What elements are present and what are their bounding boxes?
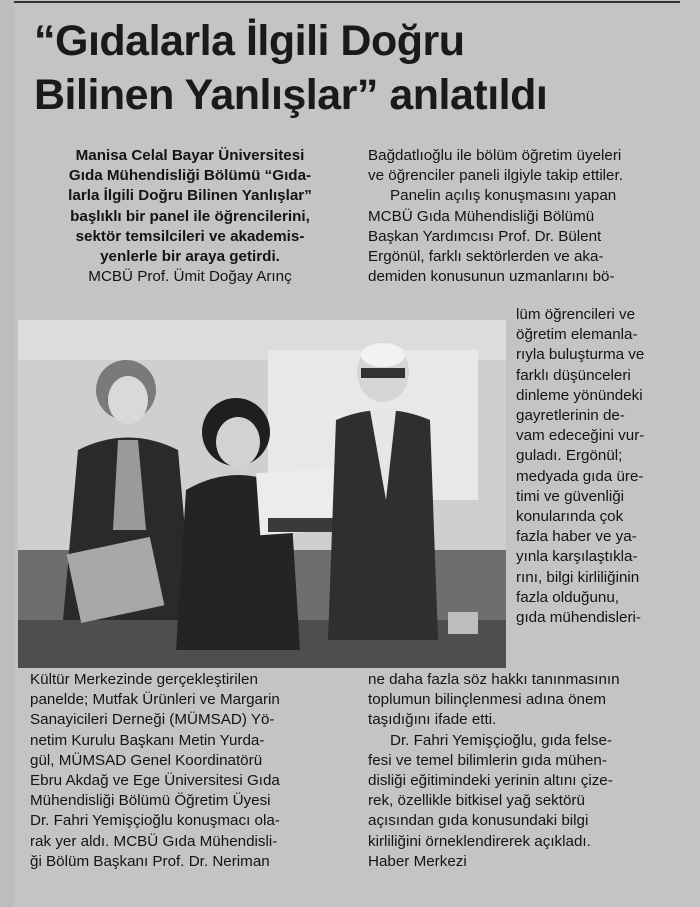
bottom-left-column: [30, 670, 360, 872]
body-line: farklı düşünceleri: [516, 366, 631, 384]
body-line: Dr. Fahri Yemişçioğlu, gıda felse-: [390, 731, 613, 749]
body-line: dinleme yönündeki: [516, 386, 643, 404]
body-line: toplumun bilinçlenmesi adına önem: [368, 691, 607, 709]
narrow-column: [516, 305, 686, 628]
body-line: kirliliğini örneklendirerek açıkladı.: [368, 832, 591, 850]
right-column-top: [368, 146, 678, 287]
body-line: guladı. Ergönül;: [516, 447, 623, 465]
lead-line: sektör temsilcileri ve akademis-: [75, 227, 305, 245]
body-line: MCBÜ Gıda Mühendisliği Bölümü: [368, 207, 595, 225]
body-line: gayretlerinin de-: [516, 407, 625, 425]
body-line: öğretim elemanla-: [516, 326, 638, 344]
body-line: gül, MÜMSAD Genel Koordinatörü: [30, 751, 263, 769]
body-line: rını, bilgi kirliliğinin: [516, 568, 640, 586]
body-line: timi ve güvenliği: [516, 487, 625, 505]
byline: MCBÜ Prof. Ümit Doğay Arınç: [88, 268, 292, 286]
body-line: lüm öğrencileri ve: [516, 306, 636, 323]
body-line: Panelin açılış konuşmasını yapan: [390, 187, 617, 205]
body-line: rek, özellikle bitkisel yağ sektörü: [368, 792, 585, 810]
body-line: taşıdığını ifade etti.: [368, 711, 497, 729]
photo-illustration: [18, 320, 506, 668]
body-line: konularında çok: [516, 508, 624, 526]
body-line: Ebru Akdağ ve Ege Üniversitesi Gıda: [30, 772, 280, 790]
body-line: Kültür Merkezinde gerçekleştirilen: [30, 671, 258, 688]
body-line: fazla haber ve ya-: [516, 528, 637, 546]
lead-paragraph: [30, 146, 350, 287]
body-line: demiden konusunun uzmanlarını bö-: [368, 268, 615, 286]
headline: [34, 14, 684, 122]
body-line: ve öğrenciler paneli ilgiyle takip ettiler.: [368, 167, 623, 185]
body-line: panelde; Mutfak Ürünleri ve Margarin: [30, 691, 280, 709]
body-line: medyada gıda üre-: [516, 467, 644, 485]
lead-line: Manisa Celal Bayar Üniversitesi: [75, 147, 305, 164]
body-line: Bağdatlıoğlu ile bölüm öğretim üyeleri: [368, 147, 622, 164]
body-line: Sanayicileri Derneği (MÜMSAD) Yö-: [30, 711, 275, 729]
body-line: disliği eğitimindeki yerinin altını çize-: [368, 772, 613, 790]
body-line: rıyla buluşturma ve: [516, 346, 645, 364]
body-line: Başkan Yardımcısı Prof. Dr. Bülent: [368, 227, 602, 245]
lead-line: başlıklı bir panel ile öğrencilerini,: [70, 207, 310, 225]
body-line: netim Kurulu Başkanı Metin Yurda-: [30, 731, 265, 749]
body-line: açısından gıda konusundaki bilgi: [368, 812, 589, 830]
top-rule: [14, 1, 680, 3]
body-line: ne daha fazla söz hakkı tanınmasının: [368, 671, 620, 688]
lead-line: yenlerle bir araya getirdi.: [100, 248, 280, 266]
bottom-right-column: [368, 670, 688, 872]
body-line: ği Bölüm Başkanı Prof. Dr. Neriman: [30, 852, 270, 870]
headline-line-2: Bilinen Yanlışlar” anlatıldı: [34, 71, 548, 119]
body-line: gıda mühendisleri-: [516, 609, 641, 627]
lead-line: larla İlgili Doğru Bilinen Yanlışlar”: [68, 187, 312, 205]
body-line: rak yer aldı. MCBÜ Gıda Mühendisli-: [30, 832, 278, 850]
panel-photo: [18, 320, 506, 668]
body-line: Ergönül, farklı sektörlerden ve aka-: [368, 248, 604, 266]
body-line: Mühendisliği Bölümü Öğretim Üyesi: [30, 792, 271, 810]
body-line: fazla olduğunu,: [516, 588, 620, 606]
author-credit: Haber Merkezi: [368, 852, 467, 870]
body-line: yınla karşılaştıkla-: [516, 548, 638, 566]
lead-line: Gıda Mühendisliği Bölümü “Gıda-: [68, 167, 312, 185]
body-line: vam edeceğini vur-: [516, 427, 645, 445]
body-line: fesi ve temel bilimlerin gıda mühen-: [368, 751, 607, 769]
headline-line-1: “Gıdalarla İlgili Doğru: [34, 17, 465, 65]
body-line: Dr. Fahri Yemişçioğlu konuşmacı ola-: [30, 812, 280, 830]
